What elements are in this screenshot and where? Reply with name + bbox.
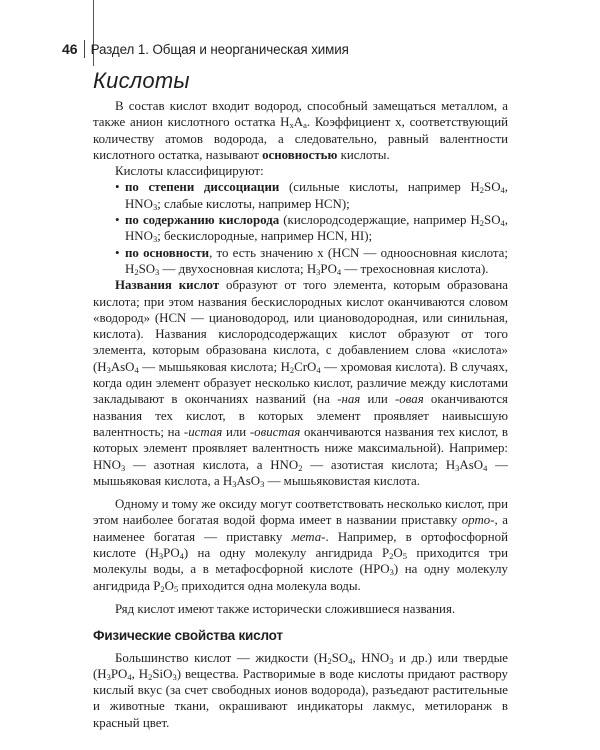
paragraph-acid-composition: В состав кислот входит водород, способный замещаться металлом, а также анион кислотного остатка $H_xA_a$. Коэффициент x, соответствующий количеству атомов водорода, а следовательно, равный валентности кислотного остатка, называют основностью кислоты. [93,99,508,162]
list-item: • по основности, то есть значению x (HCN — одноосновная кислота; $H_2SO_3$ — двухосновная кислота; $H_3PO_4$ — трехосновная кислота). [115,245,508,278]
paragraph-classification-intro: Кислоты классифицируют: [115,164,264,179]
page-number: 46 [62,41,78,57]
classification-list [93,179,508,277]
section-header: Раздел 1. Общая и неорганическая химия [90,41,349,57]
list-item: • по степени диссоциации (сильные кислоты, например $H_2SO_4$, $HNO_3$; слабые кислоты, например HCN); [115,179,508,212]
paragraph-ortho-meta: Одному и тому же оксиду могут соответствовать несколько кислот, при этом наиболее богатая водой форма имеет в названии приставку орто-, а наименее богатая — приставку мета-. Например, в ортофосфорной кислоте $(H_3PO_4)$ на одну молекулу ангидрида $P_2O_5$ приходится три молекулы воды, а в метафосфорной кислоте $(HPO_3)$ на одну молекулу ангидрида $P_2O_5$ приходится одна молекула воды. [93,497,508,594]
paragraph-historical-names: Ряд кислот имеют также исторически сложившиеся названия. [115,601,456,616]
paragraph-physical-properties: Большинство кислот — жидкости ($H_2SO_4$, $HNO_3$ и др.) или твердые ($H_3PO_4$, $H_2SiO_3$) вещества. Растворимые в воде кислоты придают раствору кислый вкус (за счет свободных ионов водорода), разъедают растительные и животные ткани, окрашивают индикаторы лакмус, метилоранж в красный цвет. [93,650,509,730]
list-item: • по содержанию кислорода (кислородсодержащие, например $H_2SO_4$, $HNO_3$; бескислородные, например HCN, HI); [115,212,508,245]
text-body [93,98,508,731]
section-heading-physical-properties: Физические свойства кислот [93,628,283,644]
running-header [62,40,349,58]
header-divider [84,40,85,58]
chapter-title: Кислоты [93,68,190,93]
paragraph-acid-names: Названия кислот образуют от того элемента, которым образована кислота; при этом названия бескислородных кислот оканчиваются словом «водород» (HCN — циановодород, или циановодородная, или синильная, кислота). Названия кислородсодержащих кислот образуют от того элемента, которым образована кислота, с добавлением слова «кислота» ($H_3AsO_4$ — мышьяковая кислота; $H_2CrO_4$ — хромовая кислота). В случаях, когда один элемент образует несколько кислот, различие между кислотами закладывают в окончаниях названий (на -ная или -овая оканчиваются названия тех кислот, в которых элемент проявляет наивысшую валентность; на -истая или -овистая оканчиваются названия тех кислот, в которых элемент проявляет валентность ниже максимальной). Например: $HNO_3$ — азотная кислота, а $HNO_2$ — азотистая кислота; $H_3AsO_4$ — мышьяковая кислота, а $H_3AsO_3$ — мышьяковистая кислота. [93,278,509,489]
